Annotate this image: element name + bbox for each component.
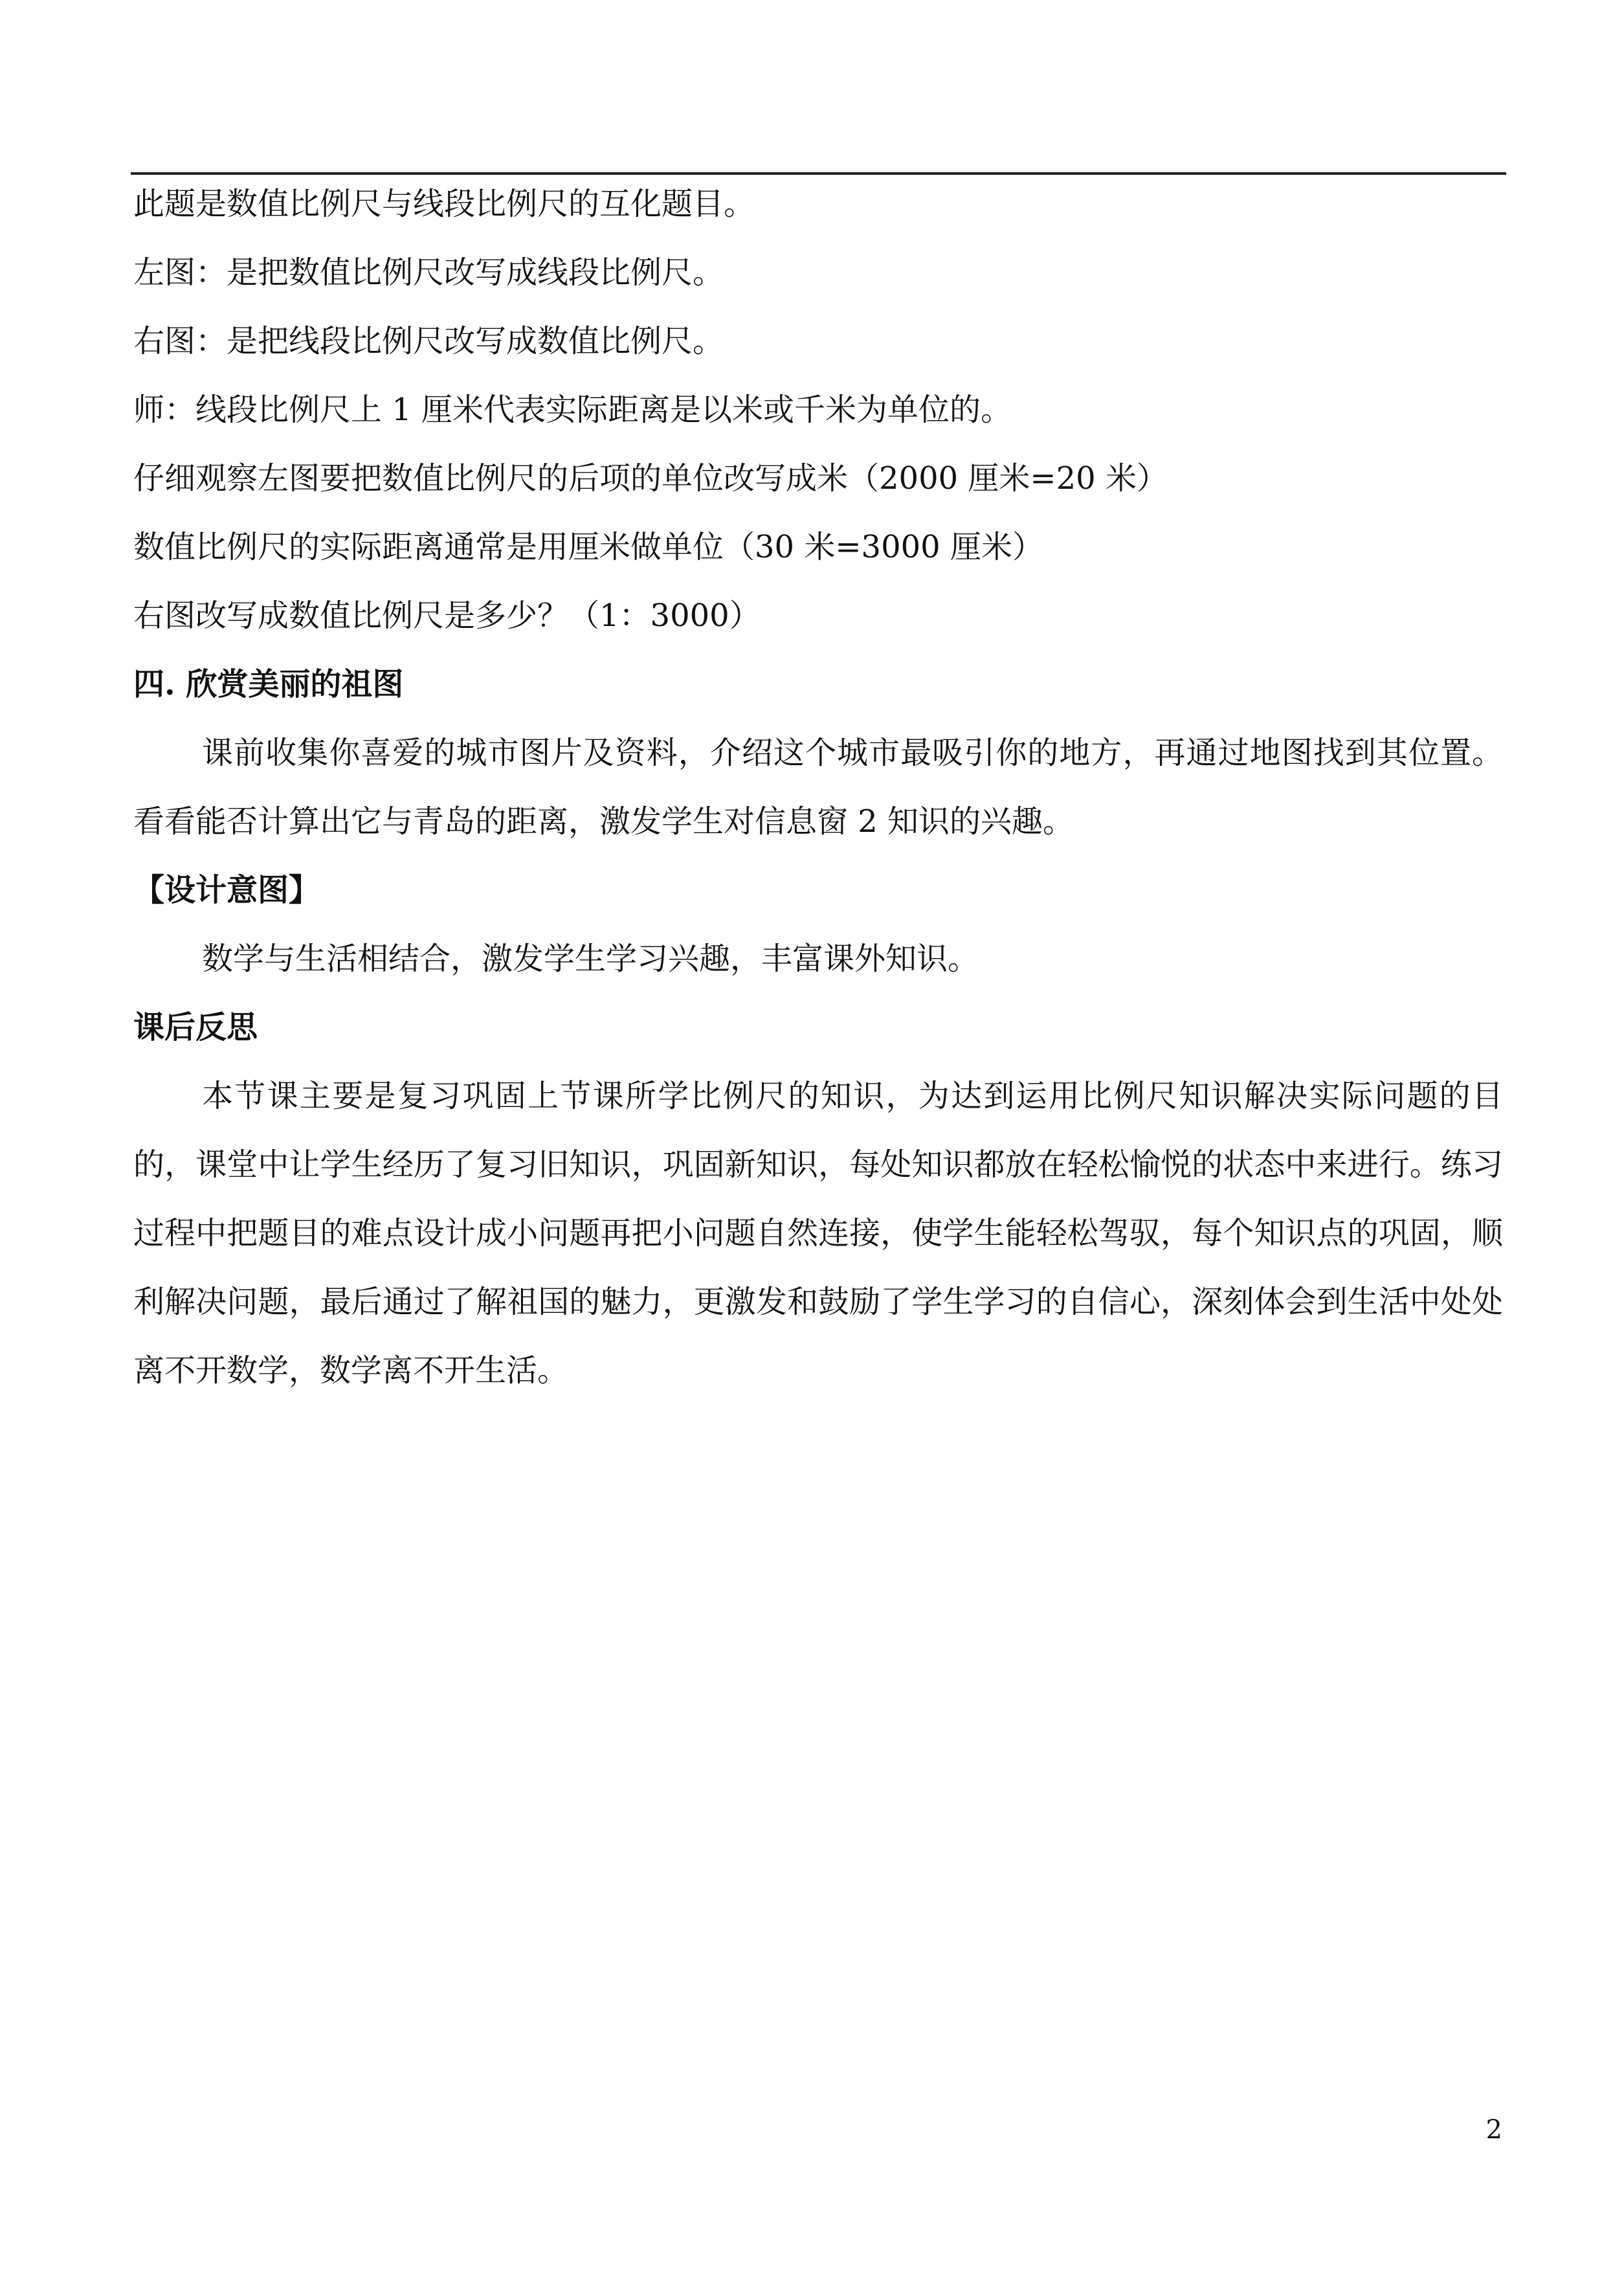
text-line-5: 仔细观察左图要把数值比例尺的后项的单位改写成米（2000 厘米=20 米） <box>133 460 1168 497</box>
section-heading-appreciate: 四. 欣赏美丽的祖图 <box>133 666 404 702</box>
section-heading-design-intent: 【设计意图】 <box>133 872 320 908</box>
section-paragraph-reflection: 本节课主要是复习巩固上节课所学比例尺的知识，为达到运用比例尺知识解决实际问题的目的，课堂中让学生经历了复习旧知识，巩固新知识，每处知识都放在轻松愉悦的状态中来进行。练习过程中把题目的难点设计成小问题再把小问题自然连接，使学生能轻松驾驭，每个知识点的巩固，顺利解决问题，最后通过了解祖国的魅力，更激发和鼓励了学生学习的自信心，深刻体会到生活中处处离不开数学，数学离不开生活。 <box>133 1078 1503 1389</box>
text-line-7: 右图改写成数值比例尺是多少？（1：3000） <box>133 598 761 634</box>
text-line-3: 右图：是把线段比例尺改写成数值比例尺。 <box>133 323 724 359</box>
document-body <box>133 185 1503 1420</box>
text-line-6: 数值比例尺的实际距离通常是用厘米做单位（30 米=3000 厘米） <box>133 529 1043 565</box>
section-heading-reflection: 课后反思 <box>133 1009 258 1046</box>
text-line-1: 此题是数值比例尺与线段比例尺的互化题目。 <box>133 186 755 222</box>
header-rule <box>131 172 1506 175</box>
section-paragraph-appreciate: 课前收集你喜爱的城市图片及资料，介绍这个城市最吸引你的地方，再通过地图找到其位置。看看能否计算出它与青岛的距离，激发学生对信息窗 2 知识的兴趣。 <box>133 735 1503 840</box>
section-paragraph-design-intent: 数学与生活相结合，激发学生学习兴趣，丰富课外知识。 <box>202 941 979 977</box>
text-line-4: 师：线段比例尺上 1 厘米代表实际距离是以米或千米为单位的。 <box>133 392 1012 428</box>
page-number: 2 <box>1485 2115 1502 2145</box>
text-line-2: 左图：是把数值比例尺改写成线段比例尺。 <box>133 254 724 291</box>
